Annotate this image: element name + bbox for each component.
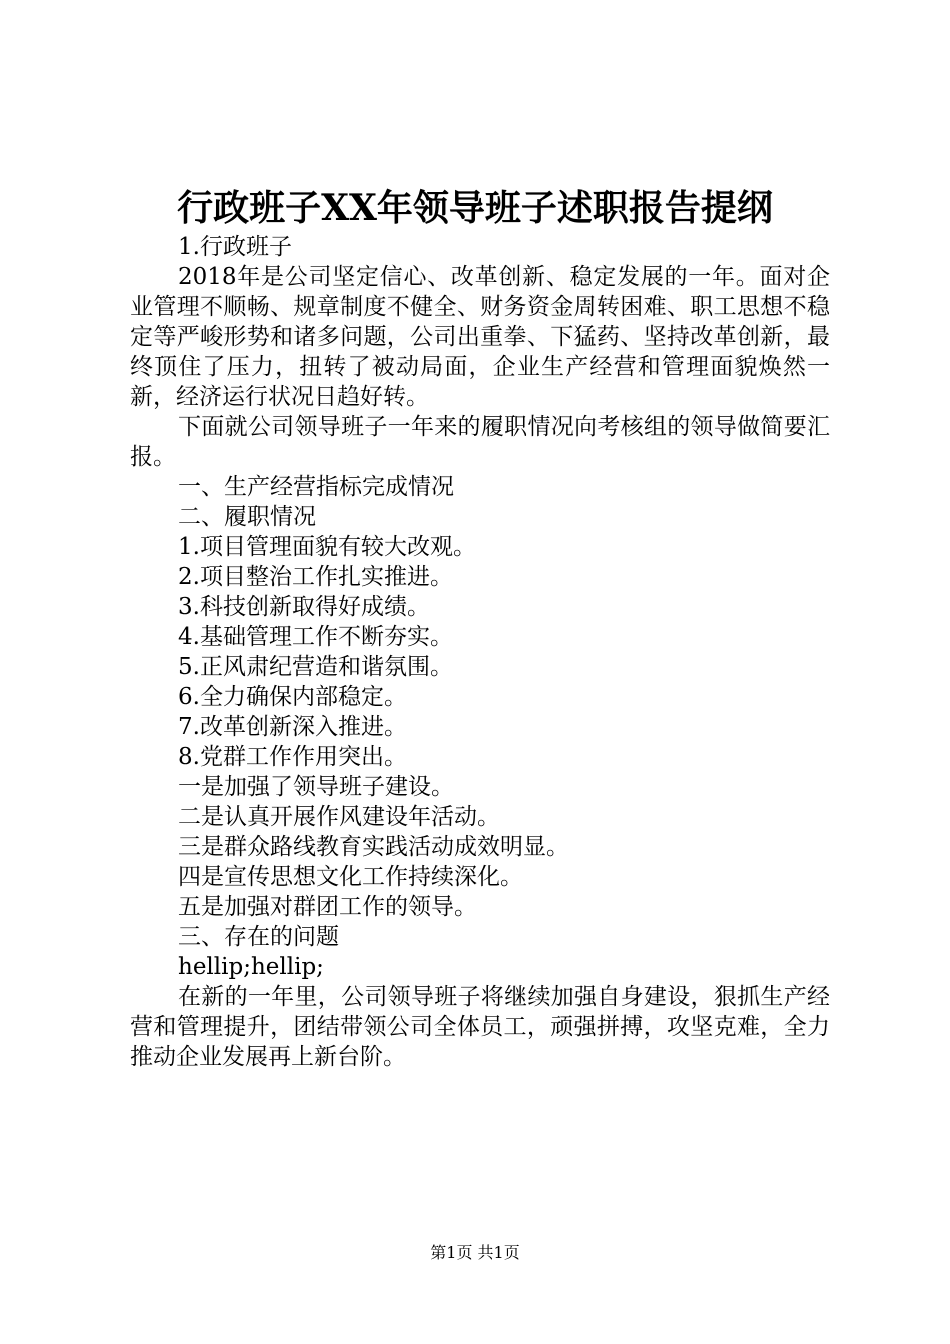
list-item: 五是加强对群团工作的领导。: [178, 894, 477, 920]
section-heading: 二、履职情况: [178, 504, 316, 530]
list-item: 2.项目整治工作扎实推进。: [178, 564, 453, 590]
list-item: 3.科技创新取得好成绩。: [178, 594, 430, 620]
list-item: 三是群众路线教育实践活动成效明显。: [178, 834, 569, 860]
section-heading: 三、存在的问题: [178, 924, 339, 950]
document-body: [130, 232, 830, 1072]
page-footer: 第1页 共1页: [430, 1243, 520, 1262]
list-item: 8.党群工作作用突出。: [178, 744, 407, 770]
list-item: 6.全力确保内部稳定。: [178, 684, 407, 710]
section-heading: 一、生产经营指标完成情况: [178, 474, 454, 500]
paragraph: 在新的一年里，公司领导班子将继续加强自身建设，狠抓生产经营和管理提升，团结带领公司全体员工，顽强拼搏，攻坚克难，全力推动企业发展再上新台阶。: [130, 984, 830, 1070]
list-item: 二是认真开展作风建设年活动。: [178, 804, 500, 830]
paragraph: 1.行政班子: [178, 234, 292, 260]
list-item: 四是宣传思想文化工作持续深化。: [178, 864, 523, 890]
list-item: 1.项目管理面貌有较大改观。: [178, 534, 476, 560]
paragraph: 下面就公司领导班子一年来的履职情况向考核组的领导做简要汇报。: [130, 414, 830, 470]
paragraph: hellip;hellip;: [178, 954, 324, 980]
list-item: 一是加强了领导班子建设。: [178, 774, 454, 800]
list-item: 7.改革创新深入推进。: [178, 714, 407, 740]
list-item: 4.基础管理工作不断夯实。: [178, 624, 453, 650]
list-item: 5.正风肃纪营造和谐氛围。: [178, 654, 453, 680]
paragraph: 2018年是公司坚定信心、改革创新、稳定发展的一年。面对企业管理不顺畅、规章制度不健全、财务资金周转困难、职工思想不稳定等严峻形势和诸多问题，公司出重拳、下猛药、坚持改革创新，最终顶住了压力，扭转了被动局面，企业生产经营和管理面貌焕然一新，经济运行状况日趋好转。: [130, 264, 830, 410]
document-title: 行政班子XX年领导班子述职报告提纲: [177, 187, 773, 229]
